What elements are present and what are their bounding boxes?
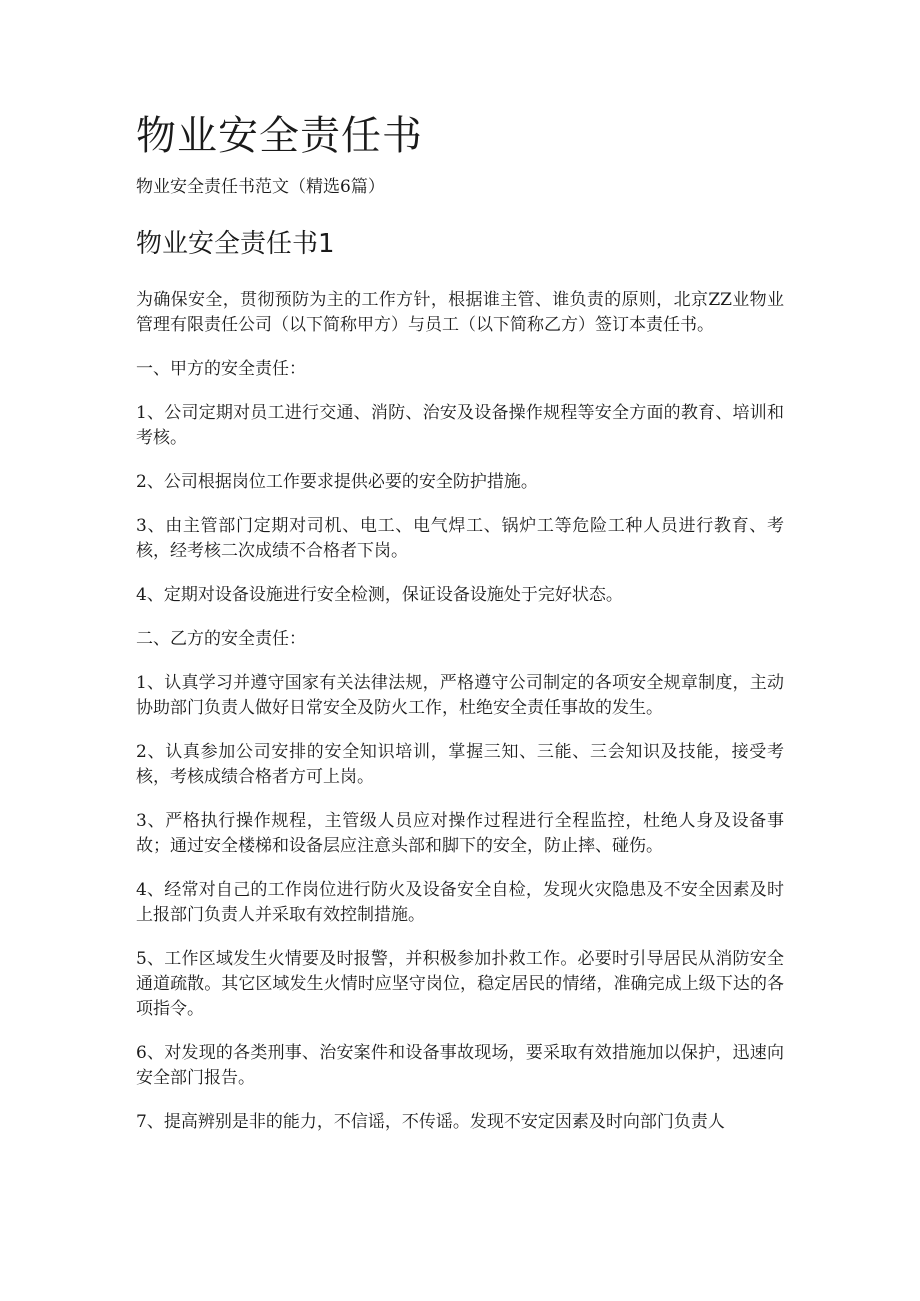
party-a-item-3: 3、由主管部门定期对司机、电工、电气焊工、锅炉工等危险工种人员进行教育、考核，经考核二次成绩不合格者下岗。 bbox=[136, 516, 784, 561]
document-title: 物业安全责任书 bbox=[136, 113, 423, 159]
party-a-item-1: 1、公司定期对员工进行交通、消防、治安及设备操作规程等安全方面的教育、培训和考核。 bbox=[136, 403, 784, 448]
party-b-item-2: 2、认真参加公司安排的安全知识培训，掌握三知、三能、三会知识及技能，接受考核，考核成绩合格者方可上岗。 bbox=[136, 742, 784, 787]
party-b-item-6: 6、对发现的各类刑事、治安案件和设备事故现场，要采取有效措施加以保护，迅速向安全部门报告。 bbox=[136, 1043, 784, 1088]
party-b-item-4: 4、经常对自己的工作岗位进行防火及设备安全自检，发现火灾隐患及不安全因素及时上报部门负责人并采取有效控制措施。 bbox=[136, 880, 784, 925]
party-b-heading: 二、乙方的安全责任： bbox=[136, 629, 306, 649]
document-page bbox=[136, 108, 784, 1154]
document-subtitle: 物业安全责任书范文（精选6篇） bbox=[136, 177, 385, 197]
intro-paragraph: 为确保安全，贯彻预防为主的工作方针，根据谁主管、谁负责的原则，北京ZZ业物业管理有限责任公司（以下简称甲方）与员工（以下简称乙方）签订本责任书。 bbox=[136, 290, 784, 335]
party-b-item-3: 3、严格执行操作规程，主管级人员应对操作过程进行全程监控，杜绝人身及设备事故；通过安全楼梯和设备层应注意头部和脚下的安全，防止摔、碰伤。 bbox=[136, 811, 784, 856]
party-a-item-2: 2、公司根据岗位工作要求提供必要的安全防护措施。 bbox=[136, 472, 538, 492]
party-a-item-4: 4、定期对设备设施进行安全检测，保证设备设施处于完好状态。 bbox=[136, 585, 623, 605]
section-heading: 物业安全责任书1 bbox=[136, 229, 335, 259]
party-b-item-1: 1、认真学习并遵守国家有关法律法规，严格遵守公司制定的各项安全规章制度，主动协助部门负责人做好日常安全及防火工作，杜绝安全责任事故的发生。 bbox=[136, 673, 784, 718]
party-a-heading: 一、甲方的安全责任： bbox=[136, 359, 306, 379]
party-b-item-7: 7、提高辨别是非的能力，不信谣，不传谣。发现不安定因素及时向部门负责人 bbox=[136, 1112, 725, 1132]
party-b-item-5: 5、工作区域发生火情要及时报警，并积极参加扑救工作。必要时引导居民从消防安全通道疏散。其它区域发生火情时应坚守岗位，稳定居民的情绪，准确完成上级下达的各项指令。 bbox=[136, 949, 784, 1019]
